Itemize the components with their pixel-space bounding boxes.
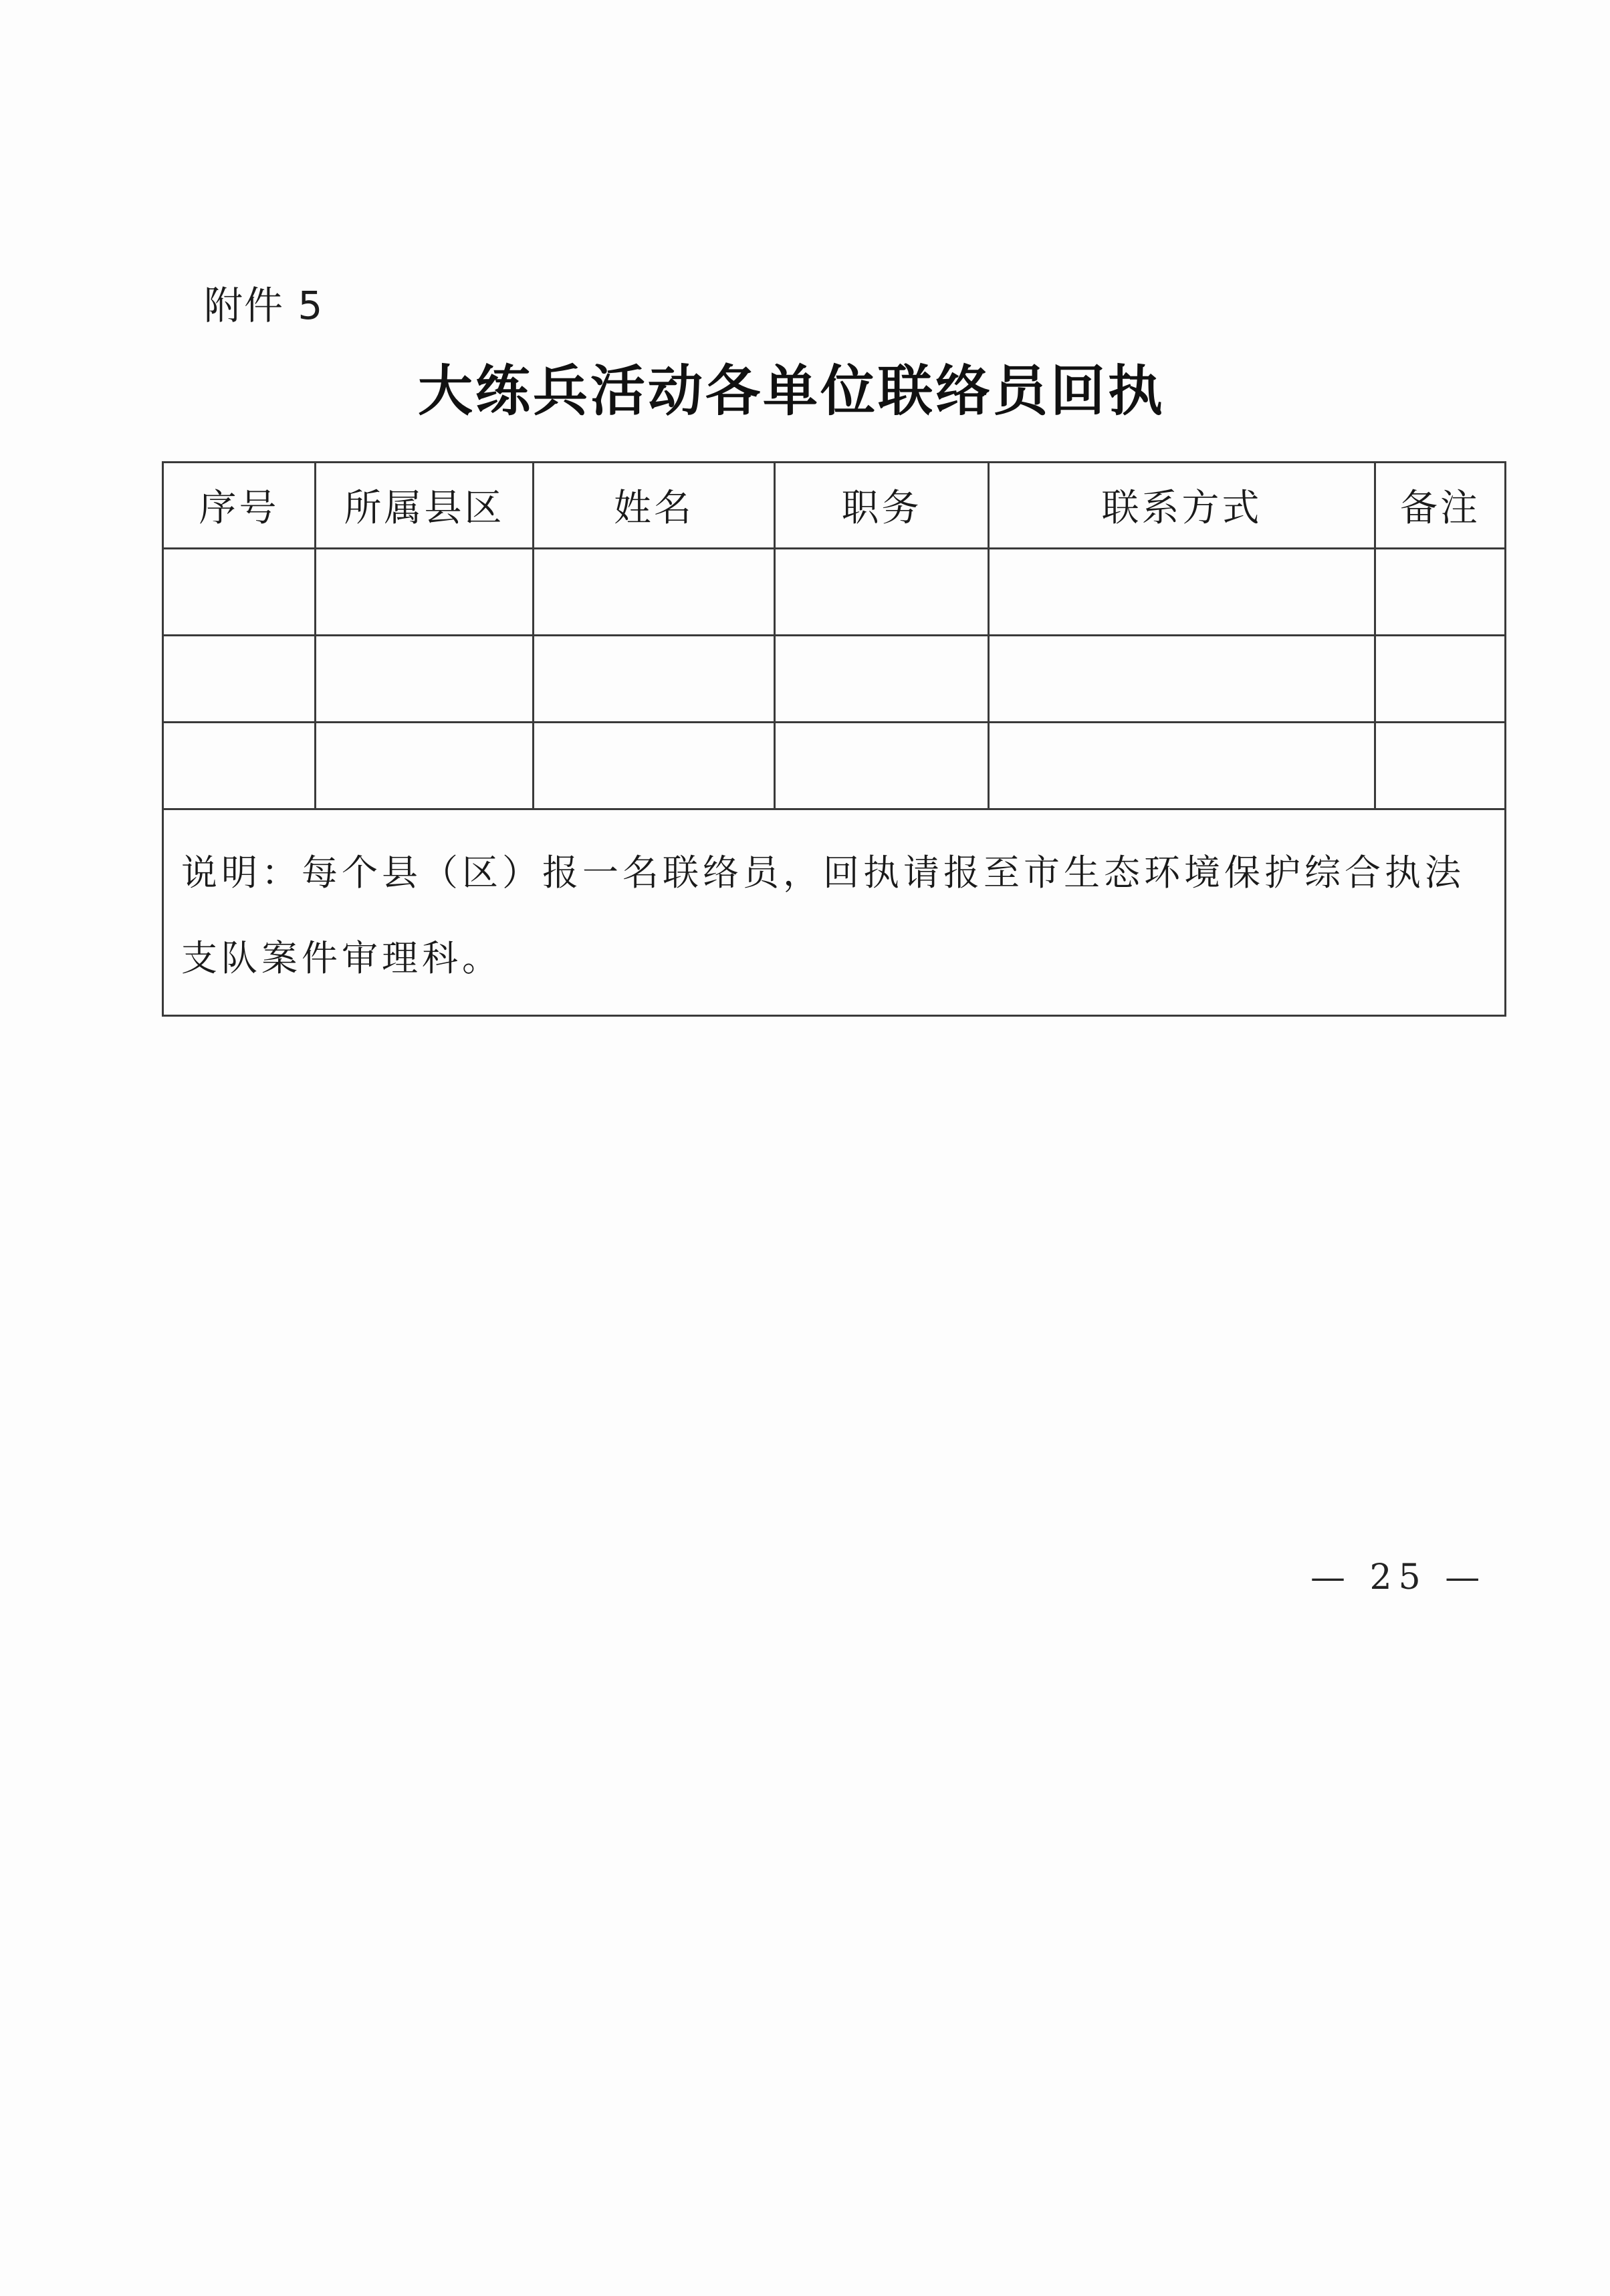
- table-cell: [989, 636, 1375, 723]
- table-note: 说明：每个县（区）报一名联络员，回执请报至市生态环境保护综合执法支队案件审理科。: [163, 809, 1506, 1016]
- table-cell: [1375, 636, 1506, 723]
- table-row: [163, 549, 1506, 636]
- header-position: 职务: [775, 463, 989, 549]
- table-cell: [1375, 549, 1506, 636]
- table-cell: [316, 549, 534, 636]
- title-text: 大练兵活动各单位联络员回执: [417, 359, 1165, 423]
- table-header-row: [163, 463, 1506, 549]
- table-cell: [775, 636, 989, 723]
- header-name: 姓名: [534, 463, 775, 549]
- table-cell: [163, 723, 316, 809]
- table-cell: [534, 549, 775, 636]
- table-cell: [163, 549, 316, 636]
- page-number: — 25 —: [1310, 1557, 1487, 1598]
- liaison-receipt-table: [162, 461, 1506, 1017]
- table-cell: [775, 549, 989, 636]
- document-title: [0, 348, 1610, 426]
- table-cell: [534, 636, 775, 723]
- attachment-label: 附件 5: [204, 283, 324, 328]
- header-county-district: 所属县区: [316, 463, 534, 549]
- table-cell: [989, 549, 1375, 636]
- table-cell: [989, 723, 1375, 809]
- header-contact: 联系方式: [989, 463, 1375, 549]
- table-cell: [1375, 723, 1506, 809]
- header-remarks: 备注: [1375, 463, 1506, 549]
- table-cell: [775, 723, 989, 809]
- header-serial-number: 序号: [163, 463, 316, 549]
- table-cell: [534, 723, 775, 809]
- table-row: [163, 636, 1506, 723]
- table-note-row: [163, 809, 1506, 1016]
- table-row: [163, 723, 1506, 809]
- table-cell: [316, 636, 534, 723]
- table-cell: [316, 723, 534, 809]
- table-cell: [163, 636, 316, 723]
